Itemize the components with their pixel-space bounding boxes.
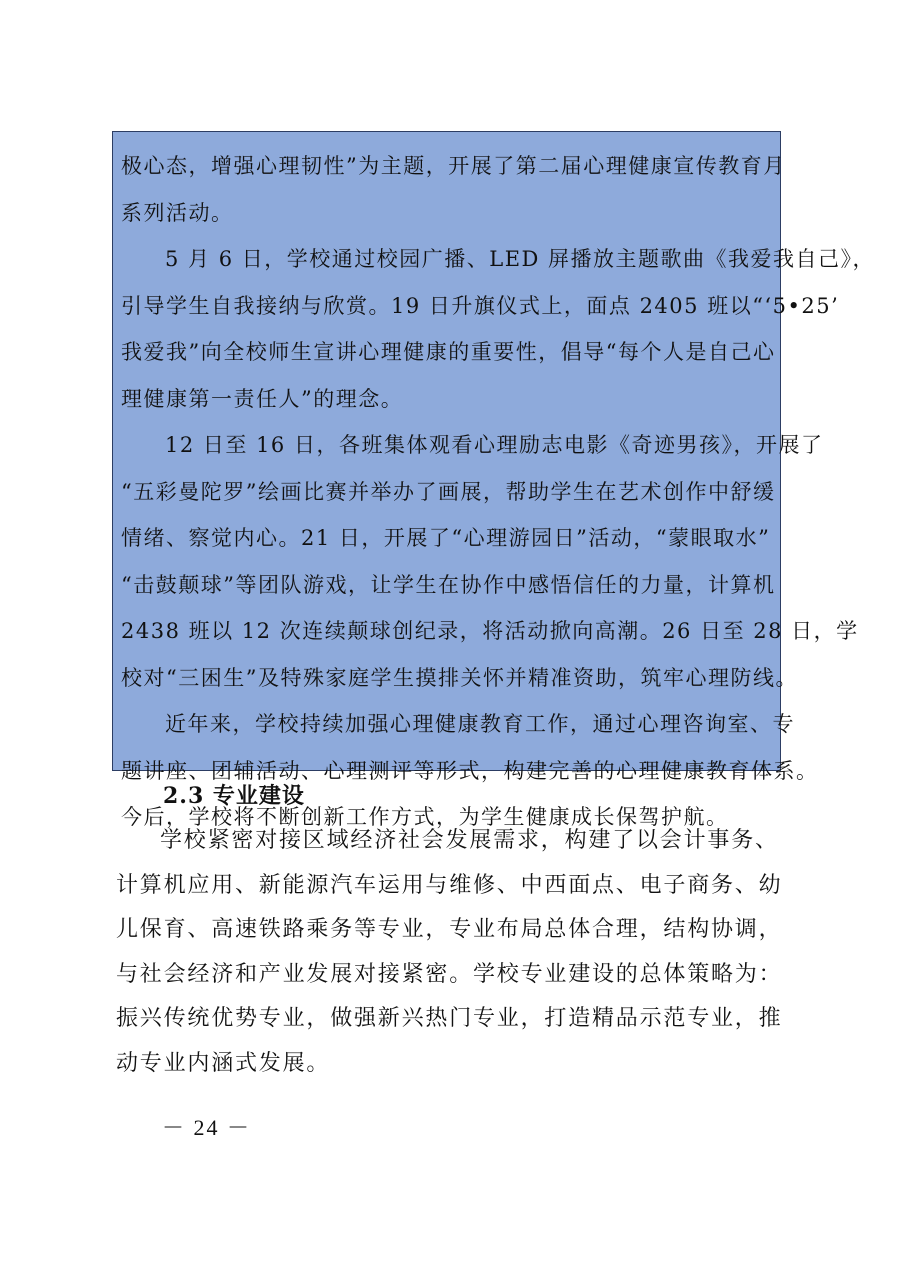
body-line: 动专业内涵式发展。 [116,1050,331,1076]
callout-line: “五彩曼陀罗”绘画比赛并举办了画展，帮助学生在艺术创作中舒缓 [121,479,776,504]
callout-line: “击鼓颠球”等团队游戏，让学生在协作中感悟信任的力量，计算机 [121,572,776,597]
body-line: 儿保育、高速铁路乘务等专业，专业布局总体合理，结构协调， [116,917,783,942]
body-line: 与社会经济和产业发展对接紧密。学校专业建设的总体策略为： [116,961,783,987]
callout-line: 题讲座、团辅活动、心理测评等形式，构建完善的心理健康教育体系。 [121,758,819,783]
callout-line: 极心态，增强心理韧性”为主题，开展了第二届心理健康宣传教育月 [121,154,786,178]
callout-line: 5 月 6 日，学校通过校园广播、LED 屏播放主题歌曲《我爱我自己》， [165,247,876,271]
body-line: 计算机应用、新能源汽车运用与维修、中西面点、电子商务、幼 [116,872,783,898]
callout-line: 2438 班以 12 次连续颠球创纪录，将活动掀向高潮。26 日至 28 日，学 [121,619,859,643]
page-number: － 24 － [162,1115,252,1140]
callout-line: 引导学生自我接纳与欣赏。19 日升旗仪式上，面点 2405 班以“‘5•25’ [121,293,840,318]
callout-line: 理健康第一责任人”的理念。 [121,386,404,411]
callout-line: 我爱我”向全校师生宣讲心理健康的重要性，倡导“每个人是自己心 [121,340,776,364]
body-line: 振兴传统优势专业，做强新兴热门专业，打造精品示范专业，推 [116,1006,783,1031]
section-body [116,819,792,1086]
callout-line: 今后，学校将不断创新工作方式，为学生健康成长保驾护航。 [121,805,729,829]
callout-line: 系列活动。 [121,200,234,225]
section-heading: 2.3 专业建设 [163,783,305,809]
body-line: 学校紧密对接区域经济社会发展需求，构建了以会计事务、 [160,828,779,853]
callout-line: 情绪、察觉内心。21 日，开展了“心理游园日”活动，“蒙眼取水” [121,526,771,550]
callout-line: 近年来，学校持续加强心理健康教育工作，通过心理咨询室、专 [165,712,795,736]
callout-line: 12 日至 16 日，各班集体观看心理励志电影《奇迹男孩》，开展了 [165,433,824,457]
callout-line: 校对“三困生”及特殊家庭学生摸排关怀并精准资助，筑牢心理防线。 [121,665,798,690]
